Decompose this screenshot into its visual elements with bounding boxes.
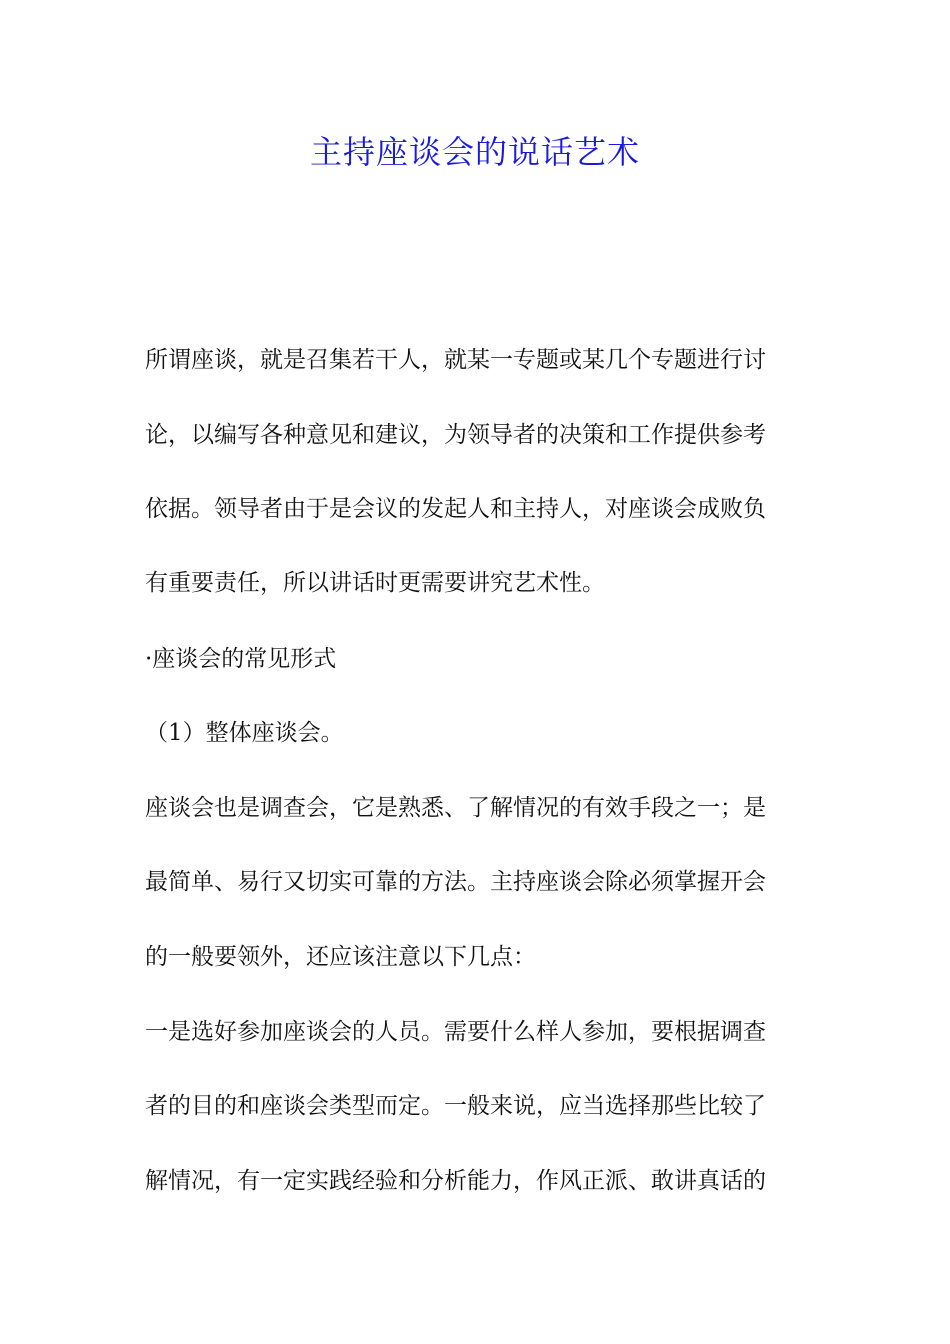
paragraph-line: 座谈会也是调查会，它是熟悉、了解情况的有效手段之一；是 — [145, 795, 766, 821]
paragraph-line: 的一般要领外，还应该注意以下几点： — [145, 944, 536, 970]
paragraph-line: 者的目的和座谈会类型而定。一般来说，应当选择那些比较了 — [145, 1093, 766, 1119]
paragraph-line: 论，以编写各种意见和建议，为领导者的决策和工作提供参考 — [145, 422, 766, 448]
paragraph-line: 有重要责任，所以讲话时更需要讲究艺术性。 — [145, 570, 605, 596]
paragraph-line: 所谓座谈，就是召集若干人，就某一专题或某几个专题进行讨 — [145, 347, 766, 373]
paragraph-line: 一是选好参加座谈会的人员。需要什么样人参加，要根据调查 — [145, 1019, 766, 1045]
section-heading: ·座谈会的常见形式 — [145, 646, 337, 672]
subsection-heading: （1）整体座谈会。 — [145, 720, 344, 746]
paragraph-line: 解情况，有一定实践经验和分析能力，作风正派、敢讲真话的 — [145, 1168, 766, 1194]
paragraph-line: 最简单、易行又切实可靠的方法。主持座谈会除必须掌握开会 — [145, 869, 766, 895]
document-title: 主持座谈会的说话艺术 — [309, 133, 640, 171]
paragraph-line: 依据。领导者由于是会议的发起人和主持人，对座谈会成败负 — [145, 496, 766, 522]
